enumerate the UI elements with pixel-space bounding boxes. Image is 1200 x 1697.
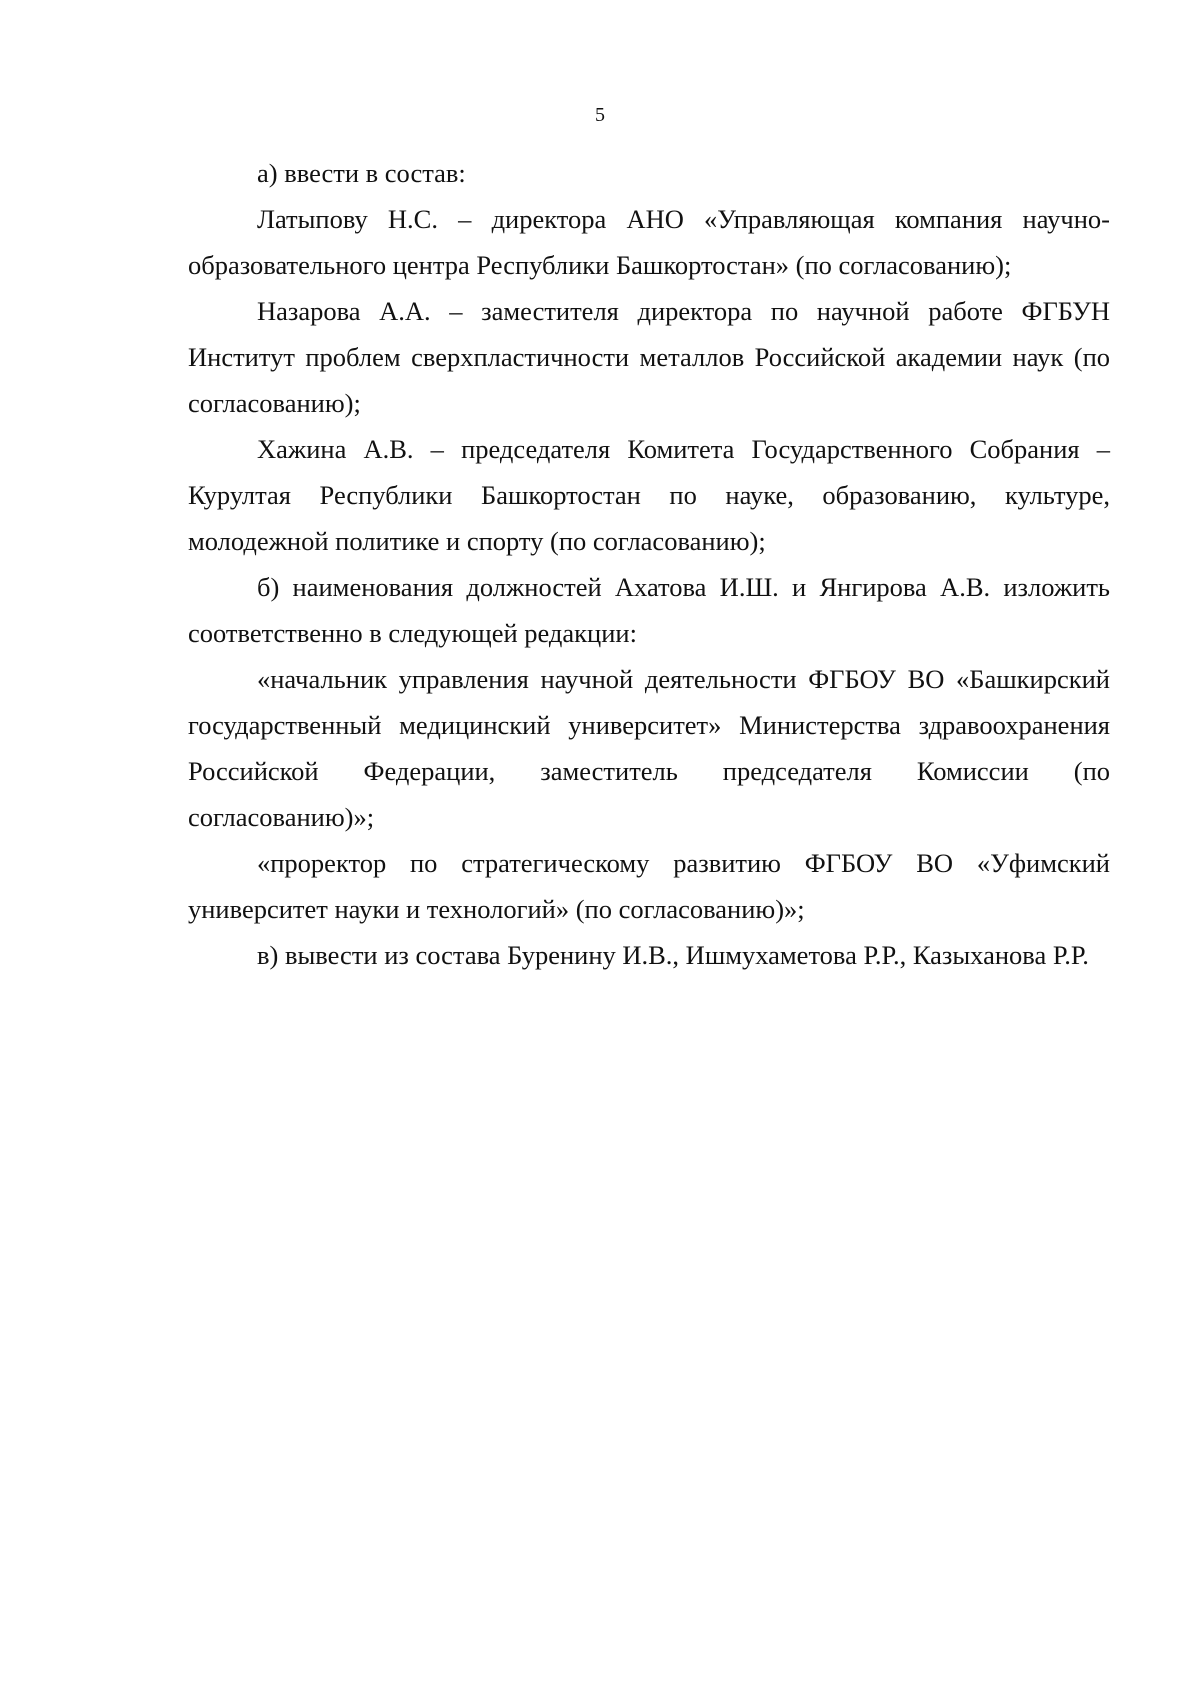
paragraph-introduce-members: а) ввести в состав: — [257, 158, 466, 188]
paragraph-position-titles: б) наименования должностей Ахатова И.Ш. и Янгирова А.В. изложить соответственно в следующей редакции: — [188, 572, 1110, 648]
paragraph-nazarov: Назарова А.А. – заместителя директора по научной работе ФГБУН Институт проблем сверхпластичности металлов Российской академии наук (по согласованию); — [188, 296, 1110, 418]
paragraph-remove-members: в) вывести из состава Буренину И.В., Ишмухаметова Р.Р., Казыханова Р.Р. — [257, 940, 1089, 970]
page-number: 5 — [595, 104, 605, 126]
paragraph-latypova: Латыпову Н.С. – директора АНО «Управляющая компания научно-образовательного центра Республики Башкортостан» (по согласованию); — [188, 204, 1110, 280]
document-body — [188, 150, 1110, 978]
paragraph-akhatov-title: «начальник управления научной деятельности ФГБОУ ВО «Башкирский государственный медицинский университет» Министерства здравоохранения Российской Федерации, заместитель председателя Комиссии (по согласованию)»; — [188, 664, 1110, 832]
paragraph-khazhin: Хажина А.В. – председателя Комитета Государственного Собрания – Курултая Республики Башкортостан по науке, образованию, культуре, молодежной политике и спорту (по согласованию); — [188, 434, 1110, 556]
paragraph-yangirov-title: «проректор по стратегическому развитию ФГБОУ ВО «Уфимский университет науки и технологий» (по согласованию)»; — [188, 848, 1110, 924]
